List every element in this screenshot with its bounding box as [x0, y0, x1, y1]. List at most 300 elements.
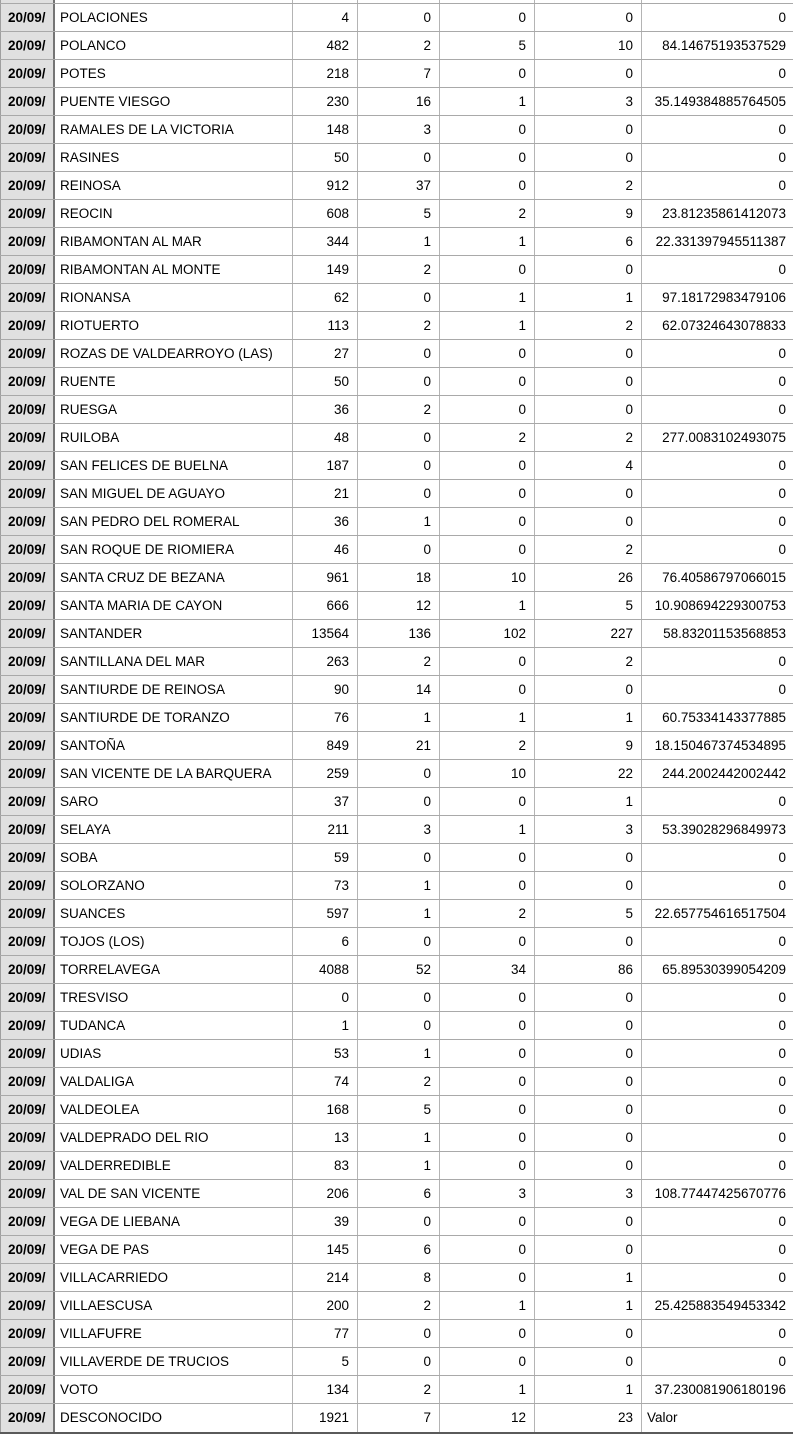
- date-cell: 20/09/: [0, 1068, 55, 1095]
- rate-cell: 0: [778, 178, 786, 193]
- table-row: [0, 284, 793, 312]
- table-row: [0, 1320, 793, 1348]
- value-cell: 0: [358, 760, 440, 787]
- table-row: [0, 1376, 793, 1404]
- date-cell: 20/09/: [0, 1292, 55, 1319]
- value-cell: 0: [440, 928, 535, 955]
- table-row: [0, 144, 793, 172]
- municipality-cell: TUDANCA: [55, 1012, 293, 1039]
- value-cell: 7: [358, 1404, 440, 1432]
- value-cell: 8: [358, 1264, 440, 1291]
- value-cell: 0: [440, 1040, 535, 1067]
- value-cell: 0: [440, 480, 535, 507]
- value-cell: 912: [293, 172, 358, 199]
- value-cell: 46: [293, 536, 358, 563]
- date-cell: 20/09/: [0, 256, 55, 283]
- value-cell: 3: [358, 116, 440, 143]
- value-cell: 0: [440, 1012, 535, 1039]
- value-cell: 1: [440, 816, 535, 843]
- value-cell: 18: [358, 564, 440, 591]
- value-cell: 0: [535, 60, 642, 87]
- value-cell: 597: [293, 900, 358, 927]
- value-cell: 0: [358, 788, 440, 815]
- date-cell: 20/09/: [0, 172, 55, 199]
- rate-cell: 0: [778, 1130, 786, 1145]
- value-cell: 2: [440, 900, 535, 927]
- value-cell: 0: [535, 1208, 642, 1235]
- date-cell: 20/09/: [0, 704, 55, 731]
- date-cell: 20/09/: [0, 1348, 55, 1375]
- municipality-cell: SAN FELICES DE BUELNA: [55, 452, 293, 479]
- value-cell: 0: [293, 984, 358, 1011]
- municipality-cell: VAL DE SAN VICENTE: [55, 1180, 293, 1207]
- municipality-cell: SANTOÑA: [55, 732, 293, 759]
- value-cell: 0: [440, 144, 535, 171]
- value-cell: 0: [440, 648, 535, 675]
- table-row: [0, 32, 793, 60]
- value-cell: [358, 0, 440, 3]
- rate-cell: 35.149384885764505: [654, 94, 786, 109]
- value-cell: 9: [535, 200, 642, 227]
- rate-cell: 0: [778, 402, 786, 417]
- rate-cell: Valor: [647, 1410, 678, 1425]
- municipality-cell: VILLAESCUSA: [55, 1292, 293, 1319]
- value-cell: 1: [535, 1292, 642, 1319]
- value-cell: 23: [535, 1404, 642, 1432]
- value-cell: 0: [440, 396, 535, 423]
- value-cell: 0: [440, 1068, 535, 1095]
- value-cell: 214: [293, 1264, 358, 1291]
- value-cell: 148: [293, 116, 358, 143]
- table-row: [0, 928, 793, 956]
- date-cell: 20/09/: [0, 424, 55, 451]
- date-cell: 20/09/: [0, 788, 55, 815]
- date-cell: 20/09/: [0, 1264, 55, 1291]
- table-row: [0, 200, 793, 228]
- value-cell: 5: [358, 1096, 440, 1123]
- table-row: [0, 60, 793, 88]
- municipality-cell: SELAYA: [55, 816, 293, 843]
- municipality-cell: VALDEOLEA: [55, 1096, 293, 1123]
- municipality-cell: SARO: [55, 788, 293, 815]
- table-row: [0, 1292, 793, 1320]
- value-cell: 961: [293, 564, 358, 591]
- value-cell: 0: [535, 144, 642, 171]
- municipality-cell: SAN MIGUEL DE AGUAYO: [55, 480, 293, 507]
- date-cell: 20/09/: [0, 200, 55, 227]
- value-cell: 2: [358, 1376, 440, 1403]
- table-row: [0, 788, 793, 816]
- value-cell: 6: [293, 928, 358, 955]
- value-cell: 482: [293, 32, 358, 59]
- value-cell: 1: [358, 1124, 440, 1151]
- date-cell: 20/09/: [0, 1124, 55, 1151]
- table-row: [0, 816, 793, 844]
- table-row: [0, 424, 793, 452]
- table-row: [0, 312, 793, 340]
- value-cell: 9: [535, 732, 642, 759]
- municipality-cell: RIBAMONTAN AL MONTE: [55, 256, 293, 283]
- table-row: [0, 1208, 793, 1236]
- rate-cell: 0: [778, 262, 786, 277]
- value-cell: 2: [440, 200, 535, 227]
- rate-cell: 22.657754616517504: [654, 906, 786, 921]
- value-cell: 1: [440, 1376, 535, 1403]
- value-cell: 0: [440, 60, 535, 87]
- value-cell: 0: [440, 172, 535, 199]
- value-cell: 0: [535, 368, 642, 395]
- municipality-cell: VOTO: [55, 1376, 293, 1403]
- value-cell: 37: [293, 788, 358, 815]
- value-cell: 0: [535, 396, 642, 423]
- rate-cell: 0: [778, 1354, 786, 1369]
- value-cell: 145: [293, 1236, 358, 1263]
- value-cell: 113: [293, 312, 358, 339]
- value-cell: 0: [535, 676, 642, 703]
- value-cell: 6: [358, 1180, 440, 1207]
- date-cell: 20/09/: [0, 760, 55, 787]
- table-row: [0, 676, 793, 704]
- value-cell: 5: [358, 200, 440, 227]
- municipality-cell: TOJOS (LOS): [55, 928, 293, 955]
- value-cell: 0: [440, 844, 535, 871]
- value-cell: 1: [358, 1040, 440, 1067]
- value-cell: 0: [535, 1152, 642, 1179]
- value-cell: 4: [535, 452, 642, 479]
- date-cell: 20/09/: [0, 676, 55, 703]
- rate-cell: 0: [778, 1242, 786, 1257]
- value-cell: 10: [440, 564, 535, 591]
- municipality-cell: [55, 0, 293, 3]
- municipality-cell: RIONANSA: [55, 284, 293, 311]
- rate-cell: 0: [778, 542, 786, 557]
- date-cell: 20/09/: [0, 1096, 55, 1123]
- date-cell: 20/09/: [0, 144, 55, 171]
- value-cell: 0: [535, 1320, 642, 1347]
- value-cell: 1: [535, 1376, 642, 1403]
- date-cell: 20/09/: [0, 452, 55, 479]
- value-cell: 206: [293, 1180, 358, 1207]
- rate-cell: 108.77447425670776: [654, 1186, 786, 1201]
- municipality-cell: VILLACARRIEDO: [55, 1264, 293, 1291]
- date-cell: 20/09/: [0, 1404, 55, 1432]
- municipality-cell: RUENTE: [55, 368, 293, 395]
- value-cell: 16: [358, 88, 440, 115]
- value-cell: 22: [535, 760, 642, 787]
- value-cell: 0: [440, 1320, 535, 1347]
- table-row: [0, 1236, 793, 1264]
- value-cell: 0: [535, 1096, 642, 1123]
- value-cell: 2: [358, 1068, 440, 1095]
- value-cell: 0: [358, 984, 440, 1011]
- value-cell: 83: [293, 1152, 358, 1179]
- date-cell: 20/09/: [0, 956, 55, 983]
- municipality-cell: VEGA DE LIEBANA: [55, 1208, 293, 1235]
- value-cell: 0: [440, 340, 535, 367]
- value-cell: 0: [535, 1040, 642, 1067]
- rate-cell: 76.40586797066015: [662, 570, 786, 585]
- municipality-cell: VALDERREDIBLE: [55, 1152, 293, 1179]
- rate-cell: 60.75334143377885: [662, 710, 786, 725]
- value-cell: 34: [440, 956, 535, 983]
- date-cell: 20/09/: [0, 1040, 55, 1067]
- municipality-cell: RUESGA: [55, 396, 293, 423]
- value-cell: 1: [440, 592, 535, 619]
- value-cell: 0: [440, 4, 535, 31]
- value-cell: 2: [535, 648, 642, 675]
- municipality-cell: ROZAS DE VALDEARROYO (LAS): [55, 340, 293, 367]
- value-cell: 10: [440, 760, 535, 787]
- rate-cell: 0: [778, 794, 786, 809]
- value-cell: 227: [535, 620, 642, 647]
- rate-cell: 53.39028296849973: [662, 822, 786, 837]
- date-cell: 20/09/: [0, 60, 55, 87]
- value-cell: 12: [358, 592, 440, 619]
- value-cell: 52: [358, 956, 440, 983]
- value-cell: 0: [440, 1236, 535, 1263]
- value-cell: 259: [293, 760, 358, 787]
- value-cell: 0: [440, 872, 535, 899]
- table-row: [0, 256, 793, 284]
- date-cell: 20/09/: [0, 508, 55, 535]
- value-cell: 0: [535, 1236, 642, 1263]
- value-cell: 102: [440, 620, 535, 647]
- value-cell: 37: [358, 172, 440, 199]
- value-cell: 1: [440, 312, 535, 339]
- value-cell: 1: [535, 788, 642, 815]
- value-cell: [293, 0, 358, 3]
- value-cell: 0: [535, 1348, 642, 1375]
- rate-cell: 0: [778, 934, 786, 949]
- date-cell: 20/09/: [0, 228, 55, 255]
- municipality-cell: RIBAMONTAN AL MAR: [55, 228, 293, 255]
- rate-cell: 0: [778, 374, 786, 389]
- municipality-cell: VILLAFUFRE: [55, 1320, 293, 1347]
- municipality-cell: TORRELAVEGA: [55, 956, 293, 983]
- value-cell: [440, 0, 535, 3]
- rate-cell: 0: [778, 486, 786, 501]
- value-cell: 62: [293, 284, 358, 311]
- rate-cell: 0: [778, 1074, 786, 1089]
- value-cell: 0: [535, 984, 642, 1011]
- table-row: [0, 844, 793, 872]
- value-cell: 73: [293, 872, 358, 899]
- value-cell: 0: [440, 256, 535, 283]
- value-cell: 7: [358, 60, 440, 87]
- value-cell: 26: [535, 564, 642, 591]
- table-row: [0, 340, 793, 368]
- table-row: [0, 1264, 793, 1292]
- value-cell: 0: [358, 1348, 440, 1375]
- value-cell: 1: [535, 704, 642, 731]
- rate-cell: 0: [778, 878, 786, 893]
- table-row: [0, 760, 793, 788]
- table-row: [0, 1096, 793, 1124]
- date-cell: 20/09/: [0, 480, 55, 507]
- value-cell: 263: [293, 648, 358, 675]
- municipality-cell: RASINES: [55, 144, 293, 171]
- value-cell: 2: [535, 424, 642, 451]
- table-row: [0, 900, 793, 928]
- date-cell: 20/09/: [0, 984, 55, 1011]
- municipality-cell: POTES: [55, 60, 293, 87]
- value-cell: 0: [358, 536, 440, 563]
- date-cell: 20/09/: [0, 900, 55, 927]
- municipality-cell: VILLAVERDE DE TRUCIOS: [55, 1348, 293, 1375]
- rate-cell: 0: [778, 1102, 786, 1117]
- municipality-cell: SOBA: [55, 844, 293, 871]
- municipality-cell: VALDEPRADO DEL RIO: [55, 1124, 293, 1151]
- rate-cell: 25.425883549453342: [654, 1298, 786, 1313]
- rate-cell: 62.07324643078833: [662, 318, 786, 333]
- value-cell: 608: [293, 200, 358, 227]
- value-cell: 0: [358, 844, 440, 871]
- value-cell: 1: [358, 1152, 440, 1179]
- rate-cell: 0: [778, 682, 786, 697]
- date-cell: 20/09/: [0, 928, 55, 955]
- table-row: [0, 1012, 793, 1040]
- value-cell: 1: [293, 1012, 358, 1039]
- date-cell: 20/09/: [0, 368, 55, 395]
- value-cell: 149: [293, 256, 358, 283]
- table-row: [0, 1180, 793, 1208]
- date-cell: 20/09/: [0, 648, 55, 675]
- table-row: [0, 4, 793, 32]
- value-cell: 27: [293, 340, 358, 367]
- date-cell: 20/09/: [0, 1376, 55, 1403]
- value-cell: 1: [358, 900, 440, 927]
- value-cell: 1: [440, 88, 535, 115]
- rate-cell: 0: [778, 1158, 786, 1173]
- value-cell: 0: [358, 144, 440, 171]
- rate-cell: 65.89530399054209: [662, 962, 786, 977]
- municipality-cell: PUENTE VIESGO: [55, 88, 293, 115]
- rate-cell: 0: [778, 458, 786, 473]
- value-cell: 2: [440, 424, 535, 451]
- table-row: [0, 368, 793, 396]
- value-cell: 59: [293, 844, 358, 871]
- value-cell: 0: [358, 480, 440, 507]
- value-cell: 0: [535, 1012, 642, 1039]
- value-cell: 5: [535, 900, 642, 927]
- value-cell: 74: [293, 1068, 358, 1095]
- value-cell: 21: [293, 480, 358, 507]
- table-row: [0, 1152, 793, 1180]
- value-cell: 13564: [293, 620, 358, 647]
- date-cell: 20/09/: [0, 88, 55, 115]
- municipality-cell: SANTA CRUZ DE BEZANA: [55, 564, 293, 591]
- value-cell: 1: [358, 704, 440, 731]
- rate-cell: 0: [778, 10, 786, 25]
- value-cell: 134: [293, 1376, 358, 1403]
- municipality-cell: SAN VICENTE DE LA BARQUERA: [55, 760, 293, 787]
- value-cell: 1: [440, 704, 535, 731]
- municipality-cell: POLANCO: [55, 32, 293, 59]
- table-row: [0, 564, 793, 592]
- date-cell: 20/09/: [0, 1236, 55, 1263]
- table-row: [0, 620, 793, 648]
- value-cell: 1: [440, 228, 535, 255]
- value-cell: 2: [535, 536, 642, 563]
- value-cell: 849: [293, 732, 358, 759]
- value-cell: 1: [440, 1292, 535, 1319]
- date-cell: 20/09/: [0, 732, 55, 759]
- municipality-cell: RUILOBA: [55, 424, 293, 451]
- value-cell: 0: [358, 928, 440, 955]
- rate-cell: 0: [778, 514, 786, 529]
- value-cell: 344: [293, 228, 358, 255]
- municipality-cell: SANTANDER: [55, 620, 293, 647]
- value-cell: 13: [293, 1124, 358, 1151]
- date-cell: 20/09/: [0, 32, 55, 59]
- value-cell: 168: [293, 1096, 358, 1123]
- value-cell: 0: [535, 872, 642, 899]
- value-cell: 1: [358, 508, 440, 535]
- rate-cell: 0: [778, 1018, 786, 1033]
- value-cell: 21: [358, 732, 440, 759]
- value-cell: 3: [440, 1180, 535, 1207]
- municipality-cell: SOLORZANO: [55, 872, 293, 899]
- value-cell: 0: [535, 4, 642, 31]
- value-cell: 50: [293, 144, 358, 171]
- table-row: [0, 1404, 793, 1432]
- value-cell: 1: [358, 228, 440, 255]
- value-cell: 200: [293, 1292, 358, 1319]
- value-cell: 4: [293, 4, 358, 31]
- value-cell: 0: [440, 116, 535, 143]
- date-cell: [0, 0, 55, 3]
- value-cell: 0: [440, 676, 535, 703]
- date-cell: 20/09/: [0, 844, 55, 871]
- table-row: [0, 172, 793, 200]
- value-cell: 1: [535, 284, 642, 311]
- table-row: [0, 228, 793, 256]
- value-cell: 2: [358, 32, 440, 59]
- table-row: [0, 1040, 793, 1068]
- value-cell: 0: [535, 928, 642, 955]
- table-row: [0, 872, 793, 900]
- value-cell: 0: [535, 1068, 642, 1095]
- rate-cell: [642, 0, 793, 3]
- table-row: [0, 480, 793, 508]
- table-row: [0, 452, 793, 480]
- value-cell: 10: [535, 32, 642, 59]
- table-row: [0, 648, 793, 676]
- value-cell: 2: [535, 172, 642, 199]
- municipality-cell: SANTILLANA DEL MAR: [55, 648, 293, 675]
- value-cell: 86: [535, 956, 642, 983]
- value-cell: 1: [535, 1264, 642, 1291]
- table-row: [0, 1068, 793, 1096]
- value-cell: 0: [440, 1208, 535, 1235]
- table-row: [0, 732, 793, 760]
- value-cell: 0: [535, 340, 642, 367]
- value-cell: 36: [293, 396, 358, 423]
- table-row: [0, 704, 793, 732]
- municipality-cell: REINOSA: [55, 172, 293, 199]
- rate-cell: 0: [778, 122, 786, 137]
- value-cell: 0: [535, 844, 642, 871]
- date-cell: 20/09/: [0, 1208, 55, 1235]
- date-cell: 20/09/: [0, 284, 55, 311]
- value-cell: 2: [535, 312, 642, 339]
- date-cell: 20/09/: [0, 872, 55, 899]
- municipality-cell: POLACIONES: [55, 4, 293, 31]
- date-cell: 20/09/: [0, 1012, 55, 1039]
- date-cell: 20/09/: [0, 1180, 55, 1207]
- rate-cell: 0: [778, 150, 786, 165]
- rate-cell: 0: [778, 1326, 786, 1341]
